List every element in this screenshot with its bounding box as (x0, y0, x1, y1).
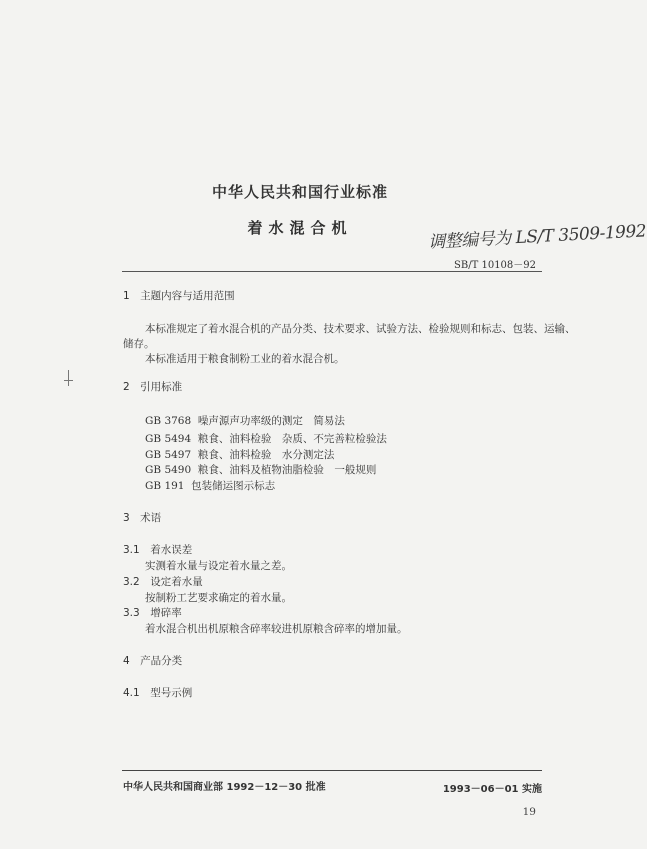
standard-number: SB/T 10108－92 (454, 260, 536, 271)
section-1-para2: 本标准适用于粮食制粉工业的着水混合机。 (145, 353, 345, 365)
document-title: 着水混合机 (247, 219, 353, 237)
reference-item (145, 447, 334, 462)
margin-crop-mark (62, 370, 76, 386)
section-4-heading: 4 产品分类 (123, 655, 183, 667)
term-3-3-heading: 3.3 增碎率 (123, 607, 182, 619)
reference-code: GB 3768 (145, 415, 192, 427)
reference-title: 噪声源声功率级的测定 简易法 (197, 415, 345, 427)
term-3-1-heading: 3.1 着水误差 (123, 544, 193, 556)
section-1-para1-line1: 本标准规定了着水混合机的产品分类、技术要求、试验方法、检验规则和标志、包装、运输、 (145, 323, 576, 335)
reference-title: 粮食、油料检验 杂质、不完善粒检验法 (197, 433, 387, 445)
reference-item (145, 478, 275, 493)
section-3-heading: 3 术语 (123, 512, 162, 524)
reference-title: 粮食、油料检验 水分测定法 (197, 449, 335, 461)
handwritten-annotation: 调整编号为 LS/T 3509-1992 (427, 221, 647, 253)
page-number: 19 (522, 806, 536, 818)
approval-line: 中华人民共和国商业部 1992－12－30 批准 (123, 782, 326, 793)
term-3-2-heading: 3.2 设定着水量 (123, 576, 203, 588)
reference-title: 包装储运图示标志 (191, 480, 276, 492)
reference-code: GB 5494 (145, 433, 192, 445)
footer-divider (122, 770, 542, 771)
term-3-3-definition: 着水混合机出机原粮含碎率较进机原粮含碎率的增加量。 (145, 623, 408, 635)
reference-title: 粮食、油料及植物油脂检验 一般规则 (197, 464, 377, 476)
reference-code: GB 5497 (145, 449, 192, 461)
reference-item (145, 462, 376, 477)
reference-item (145, 413, 345, 428)
term-3-1-definition: 实测着水量与设定着水量之差。 (145, 560, 292, 572)
section-1-para1-line2: 储存。 (123, 338, 155, 350)
reference-code: GB 191 (145, 480, 185, 492)
subsection-4-1-heading: 4.1 型号示例 (123, 687, 193, 699)
standard-category-title: 中华人民共和国行业标准 (211, 183, 388, 201)
section-2-heading: 2 引用标准 (123, 381, 183, 393)
reference-code: GB 5490 (145, 464, 192, 476)
reference-item (145, 431, 387, 446)
section-1-heading: 1 主题内容与适用范围 (123, 290, 235, 302)
effective-date: 1993－06－01 实施 (442, 784, 542, 795)
term-3-2-definition: 按制粉工艺要求确定的着水量。 (145, 592, 292, 604)
header-divider (122, 271, 542, 272)
